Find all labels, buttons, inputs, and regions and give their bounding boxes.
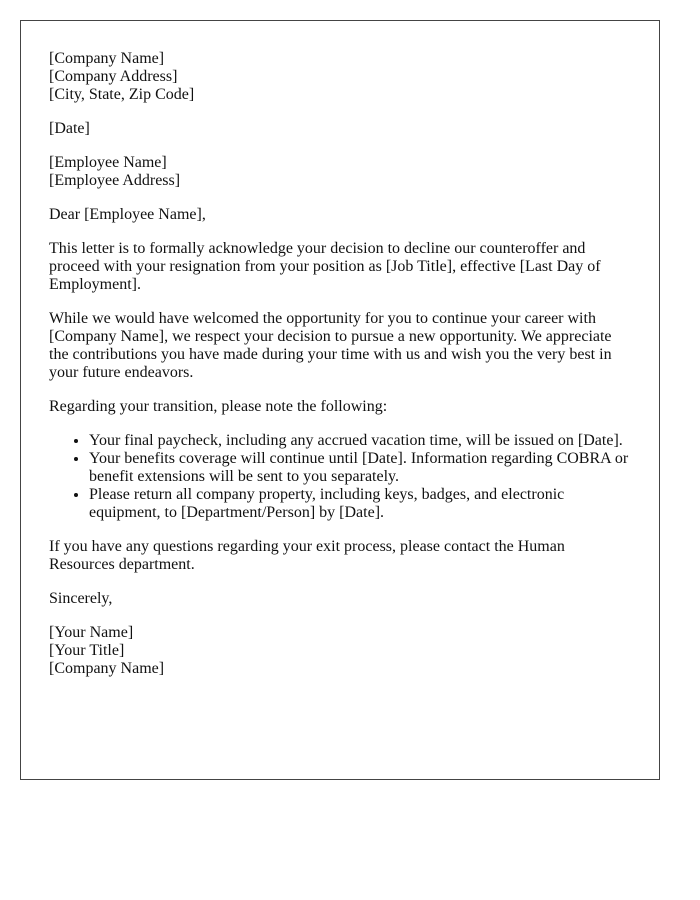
closing-paragraph: If you have any questions regarding your exit process, please contact the Human Resources department. [49,538,565,573]
signature-company-name: [Company Name] [49,660,165,677]
body-paragraph-appreciation: While we would have welcomed the opportunity for you to continue your career with [Company Name], we respect your decision to pursue a new opportunity. We appreciate the contributions you have made during your time with us and wish you the very best in your future endeavors. [49,310,612,381]
recipient-address-block [49,154,631,190]
sender-company-name: [Company Name] [49,50,165,67]
sender-company-address: [Company Address] [49,68,178,85]
transition-item-benefits: • Your benefits coverage will continue until [Date]. Information regarding COBRA or benefit extensions will be sent to you separately. [89,450,631,486]
letter-page [20,20,660,780]
sender-address-block [49,50,631,104]
transition-item-company-property: • Please return all company property, including keys, badges, and electronic equipment, to [Department/Person] by [Date]. [89,486,631,522]
salutation: Dear [Employee Name], [49,206,206,223]
signature-block [49,624,631,678]
closing-phrase: Sincerely, [49,590,113,607]
date-block [49,120,631,138]
body-paragraph-transition-intro: Regarding your transition, please note the following: [49,398,388,415]
signature-name: [Your Name] [49,624,134,641]
letter-date: [Date] [49,120,90,137]
signature-title: [Your Title] [49,642,125,659]
recipient-address: [Employee Address] [49,172,181,189]
body-paragraph-acknowledgement: This letter is to formally acknowledge your decision to decline our counteroffer and proceed with your resignation from your position as [Job Title], effective [Last Day of Employment]. [49,240,601,293]
recipient-name: [Employee Name] [49,154,167,171]
transition-list [49,432,631,522]
sender-city-state-zip: [City, State, Zip Code] [49,86,195,103]
transition-item-paycheck: • Your final paycheck, including any accrued vacation time, will be issued on [Date]. [89,432,631,450]
